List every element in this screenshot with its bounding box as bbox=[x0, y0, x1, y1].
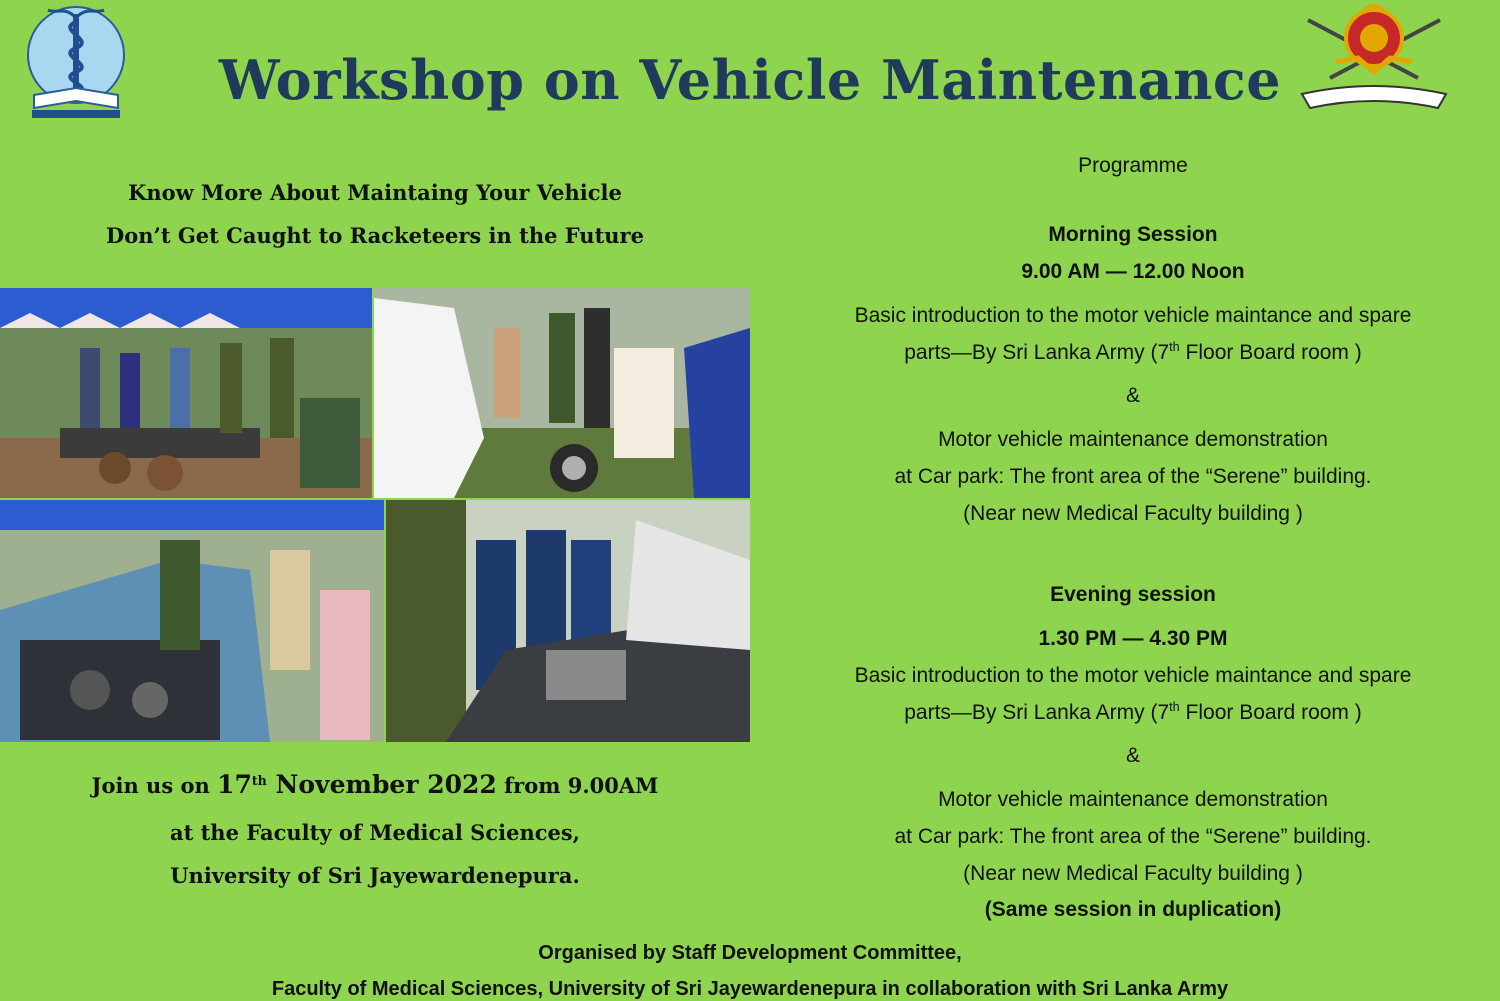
join-day-suffix: th bbox=[251, 773, 267, 788]
morning-item1-line2: parts—By Sri Lanka Army (7th Floor Board room ) bbox=[904, 340, 1362, 364]
morning-item2-line1: Motor vehicle maintenance demonstration bbox=[938, 428, 1328, 451]
white-car-demo-photo bbox=[374, 288, 750, 498]
join-prefix: Join us on bbox=[91, 773, 218, 798]
join-venue-1: at the Faculty of Medical Sciences, bbox=[169, 820, 580, 845]
evening-item2-line2: at Car park: The front area of the “Serene” building. bbox=[894, 825, 1372, 848]
tagline-1: Know More About Maintaing Your Vehicle bbox=[128, 180, 622, 205]
evening-item2-line3: (Near new Medical Faculty building ) bbox=[963, 862, 1303, 885]
photo-collage bbox=[0, 288, 750, 742]
evening-session-title: Evening session bbox=[1050, 583, 1216, 606]
join-day: 17 bbox=[217, 770, 252, 799]
join-time: from 9.00AM bbox=[496, 773, 659, 798]
join-month-year: November 2022 bbox=[266, 770, 497, 799]
morning-session-time: 9.00 AM — 12.00 Noon bbox=[1021, 260, 1245, 283]
join-venue-2: University of Sri Jayewardenepura. bbox=[170, 863, 580, 888]
tagline-2: Don’t Get Caught to Racketeers in the Future bbox=[106, 223, 644, 248]
evening-item1-line1: Basic introduction to the motor vehicle maintance and spare bbox=[854, 664, 1412, 687]
morning-item2-line3: (Near new Medical Faculty building ) bbox=[963, 502, 1303, 525]
morning-item2-line2: at Car park: The front area of the “Serene” building. bbox=[894, 465, 1372, 488]
programme-heading: Programme bbox=[1078, 154, 1188, 177]
morning-ampersand: & bbox=[1125, 384, 1140, 407]
exhibition-tent-photo bbox=[0, 288, 372, 498]
evening-item1-line2: parts—By Sri Lanka Army (7th Floor Board room ) bbox=[904, 700, 1362, 724]
evening-session-time: 1.30 PM — 4.30 PM bbox=[1038, 627, 1228, 650]
morning-item1-line1: Basic introduction to the motor vehicle maintance and spare bbox=[854, 304, 1412, 327]
evening-ampersand: & bbox=[1125, 744, 1140, 767]
join-date-line bbox=[0, 770, 750, 799]
morning-session-title: Morning Session bbox=[1048, 223, 1218, 246]
evening-item2-line1: Motor vehicle maintenance demonstration bbox=[938, 788, 1328, 811]
army-crest-swords-icon bbox=[1298, 0, 1450, 118]
page-title: Workshop on Vehicle Maintenance bbox=[218, 48, 1282, 112]
footer-collaboration: Faculty of Medical Sciences, University of Sri Jayewardenepura in collaboration with Sri Lanka Army bbox=[271, 978, 1229, 1000]
footer-organiser: Organised by Staff Development Committee, bbox=[538, 942, 962, 964]
army-logo bbox=[1298, 0, 1450, 118]
dipstick-demo-photo bbox=[386, 500, 750, 742]
evening-note: (Same session in duplication) bbox=[984, 898, 1282, 921]
engine-bay-photo bbox=[0, 500, 384, 742]
